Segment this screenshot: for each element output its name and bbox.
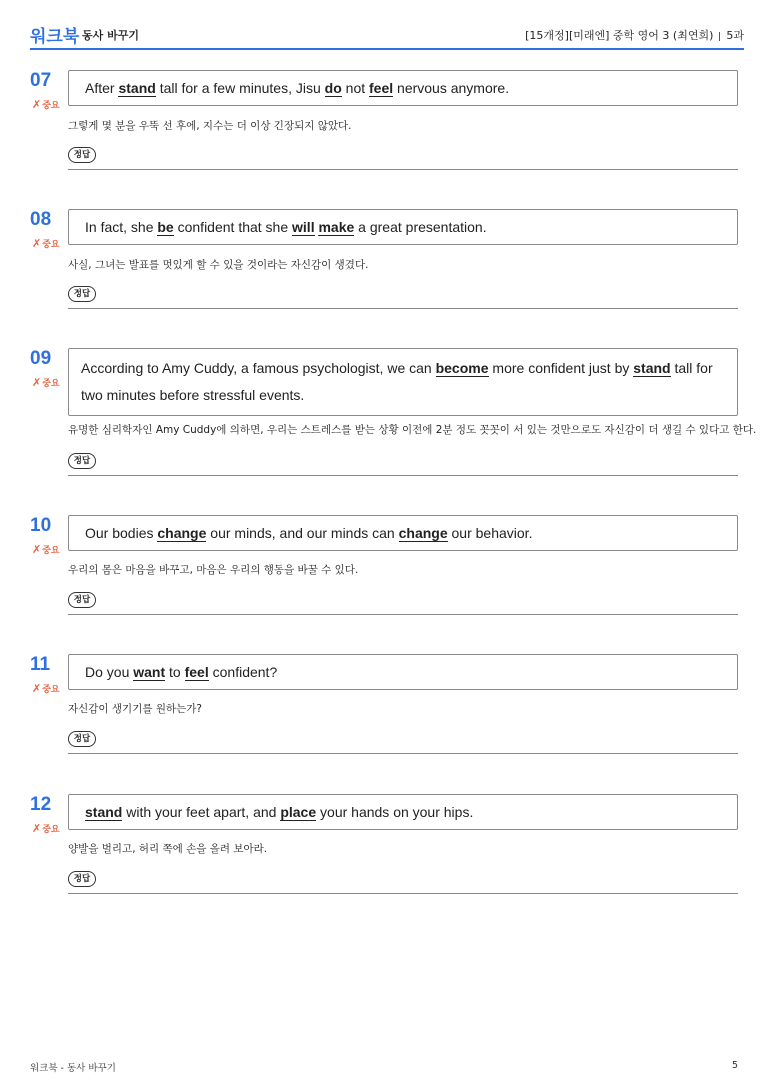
important-badge: [32, 98, 60, 111]
verb-blank[interactable]: do: [324, 80, 342, 96]
brand-title: 워크북: [30, 27, 80, 47]
verb-blank[interactable]: stand: [85, 804, 123, 820]
answer-line: [68, 475, 738, 476]
sentence-text: with your feet apart, and: [122, 804, 281, 820]
verb-blank[interactable]: feel: [369, 80, 394, 96]
question-07: [30, 70, 738, 180]
sentence-box: [68, 209, 738, 245]
sentence-text: confident?: [208, 664, 278, 680]
brand-subtitle: 동사 바꾸기: [82, 29, 139, 42]
question-12: [30, 794, 738, 904]
sentence-box: [68, 515, 738, 551]
sentence-text: your hands on your hips.: [316, 804, 474, 820]
page-header: [30, 18, 744, 50]
important-label: 중요: [42, 685, 60, 695]
important-badge: [32, 682, 60, 695]
sentence-text: tall for a few minutes, Jisu: [155, 80, 325, 96]
course-info: [525, 27, 744, 43]
sentence-text: a great presentation.: [354, 219, 487, 235]
footer-title: 워크북 - 동사 바꾸기: [30, 1063, 116, 1074]
question-08: [30, 209, 738, 319]
question-number: 07: [30, 70, 52, 91]
verb-blank[interactable]: make: [318, 219, 355, 235]
verb-blank[interactable]: change: [157, 525, 207, 541]
question-number: 12: [30, 794, 52, 815]
course-title: [15개정][미래엔] 중학 영어 3 (최연희): [525, 29, 714, 42]
sentence-text: confident that she: [173, 219, 293, 235]
question-09: [30, 348, 757, 478]
important-label: 중요: [42, 546, 60, 556]
sentence-text: After: [85, 80, 119, 96]
answer-button[interactable]: 정답: [68, 147, 96, 163]
sentence-text: our behavior.: [447, 525, 533, 541]
answer-button[interactable]: 정답: [68, 286, 96, 302]
question-number: 08: [30, 209, 52, 230]
sentence-text: Do you: [85, 664, 134, 680]
verb-blank[interactable]: be: [157, 219, 174, 235]
verb-blank[interactable]: want: [133, 664, 166, 680]
answer-line: [68, 169, 738, 170]
important-icon: ✗: [32, 822, 42, 835]
important-icon: ✗: [32, 682, 42, 695]
sentence-box: [68, 70, 738, 106]
sentence-text: According to Amy Cuddy, a famous psychologist, we can: [81, 360, 436, 376]
translation: 자신감이 생기기를 원하는가?: [68, 703, 202, 715]
answer-button[interactable]: 정답: [68, 731, 96, 747]
important-badge: [32, 822, 60, 835]
page-number: 5: [731, 1060, 738, 1071]
important-label: 중요: [42, 825, 60, 835]
sentence-text: Our bodies: [85, 525, 158, 541]
question-number: 11: [30, 654, 51, 675]
answer-button[interactable]: 정답: [68, 592, 96, 608]
verb-blank[interactable]: place: [280, 804, 317, 820]
answer-button[interactable]: 정답: [68, 871, 96, 887]
important-label: 중요: [42, 101, 60, 111]
translation: 그렇게 몇 분을 우뚝 선 후에, 지수는 더 이상 긴장되지 않았다.: [68, 120, 352, 132]
important-icon: ✗: [32, 98, 42, 111]
important-badge: [32, 376, 60, 389]
sentence-text: more confident just by: [488, 360, 634, 376]
translation: 양발을 벌리고, 허리 쪽에 손을 올려 보아라.: [68, 843, 268, 855]
verb-blank[interactable]: stand: [118, 80, 156, 96]
question-11: [30, 654, 738, 764]
important-badge: [32, 237, 60, 250]
verb-blank[interactable]: become: [435, 360, 489, 376]
sentence-text: our minds, and our minds can: [206, 525, 399, 541]
important-icon: ✗: [32, 543, 42, 556]
sentence-text: tall for two minutes before stressful events.: [81, 360, 713, 403]
important-label: 중요: [42, 240, 60, 250]
sentence-text: not: [341, 80, 370, 96]
translation: 사실, 그녀는 발표를 멋있게 할 수 있을 것이라는 자신감이 생겼다.: [68, 259, 369, 271]
verb-blank[interactable]: will: [292, 219, 315, 235]
question-number: 09: [30, 348, 52, 369]
verb-blank[interactable]: change: [398, 525, 448, 541]
question-10: [30, 515, 738, 625]
sentence-text: In fact, she: [85, 219, 158, 235]
verb-blank[interactable]: feel: [184, 664, 209, 680]
translation: 유명한 심리학자인 Amy Cuddy에 의하면, 우리는 스트레스를 받는 상황 이전에 2분 정도 꼿꼿이 서 있는 것만으로도 자신감이 더 생길 수 있다고 한다.: [68, 424, 757, 436]
header-divider: [719, 32, 720, 41]
sentence-text: nervous anymore.: [393, 80, 510, 96]
answer-line: [68, 753, 738, 754]
lesson-label: 5과: [726, 29, 744, 42]
sentence-box: [68, 654, 738, 690]
sentence-text: to: [165, 664, 185, 680]
answer-line: [68, 893, 738, 894]
important-badge: [32, 543, 60, 556]
sentence-box: [68, 348, 738, 416]
answer-line: [68, 308, 738, 309]
important-icon: ✗: [32, 237, 42, 250]
verb-blank[interactable]: stand: [633, 360, 671, 376]
answer-line: [68, 614, 738, 615]
sentence-box: [68, 794, 738, 830]
answer-button[interactable]: 정답: [68, 453, 96, 469]
important-icon: ✗: [32, 376, 42, 389]
question-number: 10: [30, 515, 52, 536]
important-label: 중요: [42, 379, 60, 389]
translation: 우리의 몸은 마음을 바꾸고, 마음은 우리의 행동을 바꿀 수 있다.: [68, 564, 359, 576]
